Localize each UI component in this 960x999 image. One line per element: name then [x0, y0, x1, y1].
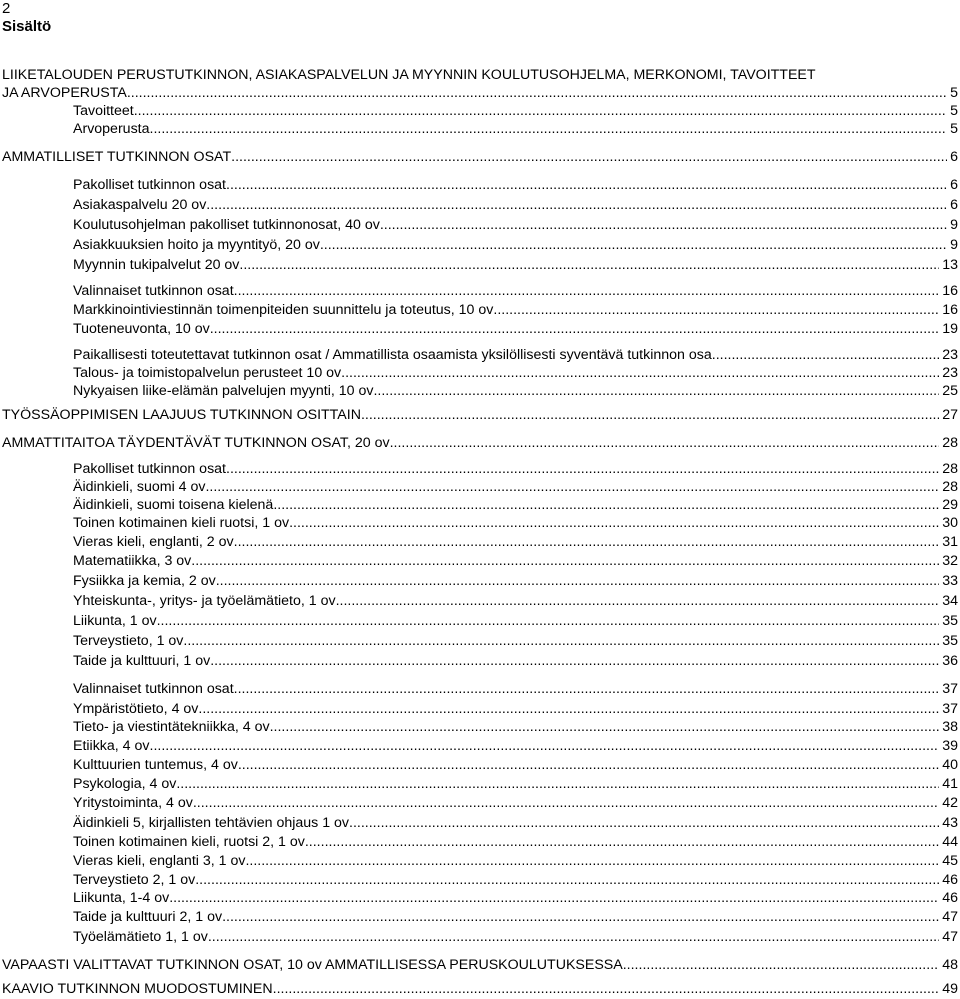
dot-leader — [206, 196, 947, 214]
toc-entry-text: LIIKETALOUDEN PERUSTUTKINNON, ASIAKASPALVELUN JA MYYNNIN KOULUTUSOHJELMA, MERKONOMI, TAVOITTEET — [2, 67, 816, 83]
toc-entry[interactable] — [0, 533, 960, 551]
toc-entry-text: Äidinkieli 5, kirjallisten tehtävien ohjaus 1 ov — [73, 815, 350, 831]
toc-entry-text: Koulutusohjelman pakolliset tutkinnonosat, 40 ov — [73, 217, 380, 233]
toc-page-number: 5 — [950, 103, 958, 119]
toc-entry-text: AMMATILLISET TUTKINNON OSAT — [2, 149, 232, 165]
toc-entry-text: Kulttuurien tuntemus, 4 ov — [73, 757, 238, 773]
dot-leader — [320, 236, 947, 254]
toc-page-number: 19 — [942, 321, 958, 337]
dot-leader — [234, 533, 940, 551]
toc-entry-text: Äidinkieli, suomi 4 ov — [73, 479, 206, 495]
toc-entry[interactable] — [0, 908, 960, 926]
toc-entry-text: Taide ja kulttuuri, 1 ov — [73, 653, 211, 669]
toc-entry-text: Liikunta, 1-4 ov — [73, 890, 170, 906]
dot-leader — [336, 592, 940, 610]
toc-page-number: 13 — [942, 257, 958, 273]
dot-leader — [390, 434, 940, 452]
dot-leader — [231, 148, 947, 166]
toc-page-number: 5 — [950, 85, 958, 101]
toc-page-number: 30 — [942, 515, 958, 531]
toc-entry[interactable] — [0, 871, 960, 889]
dot-leader — [270, 718, 940, 736]
dot-leader — [234, 680, 940, 698]
toc-entry-text: Tavoitteet — [73, 103, 134, 119]
toc-page-number: 33 — [942, 573, 958, 589]
toc-entry-text: Työelämätieto 1, 1 ov — [73, 929, 208, 945]
toc-page-number: 16 — [942, 302, 958, 318]
toc-entry-text: Myynnin tukipalvelut 20 ov — [73, 257, 240, 273]
toc-page-number: 47 — [942, 929, 958, 945]
toc-page-number: 36 — [942, 653, 958, 669]
dot-leader — [157, 612, 940, 630]
toc-entry[interactable] — [0, 282, 960, 300]
toc-entry-text: Vieras kieli, englanti 3, 1 ov — [73, 853, 246, 869]
dot-leader — [712, 346, 939, 364]
toc-entry[interactable] — [0, 552, 960, 570]
toc-entry[interactable] — [0, 364, 960, 382]
toc-page-number: 32 — [942, 553, 958, 569]
toc-page-number: 23 — [942, 365, 958, 381]
toc-entry[interactable] — [0, 956, 960, 974]
toc-page-number: 38 — [942, 719, 958, 735]
toc-entry-text: Pakolliset tutkinnon osat — [73, 177, 227, 193]
toc-entry[interactable] — [0, 496, 960, 514]
toc-entry[interactable] — [0, 775, 960, 793]
toc-page-number: 43 — [942, 815, 958, 831]
toc-entry[interactable] — [0, 382, 960, 400]
dot-leader — [273, 496, 939, 514]
toc-page-number: 27 — [942, 407, 958, 423]
dot-leader — [273, 980, 940, 998]
dot-leader — [210, 320, 939, 338]
toc-page-number: 5 — [950, 121, 958, 137]
toc-page-number: 46 — [942, 872, 958, 888]
toc-entry[interactable] — [0, 632, 960, 650]
toc-page-number: 9 — [950, 237, 958, 253]
dot-leader — [239, 256, 939, 274]
toc-page-number: 35 — [942, 613, 958, 629]
toc-entry-text: Toinen kotimainen kieli, ruotsi 2, 1 ov — [73, 834, 305, 850]
toc-entry[interactable] — [0, 320, 960, 338]
dot-leader — [195, 871, 939, 889]
toc-entry[interactable] — [0, 980, 960, 998]
toc-entry[interactable] — [0, 928, 960, 946]
toc-entry-text: TYÖSSÄOPPIMISEN LAAJUUS TUTKINNON OSITTAIN — [2, 407, 361, 423]
toc-page-number: 41 — [942, 776, 958, 792]
toc-entry[interactable] — [0, 346, 960, 364]
toc-entry-text: AMMATTITAITOA TÄYDENTÄVÄT TUTKINNON OSAT, 20 ov — [2, 435, 390, 451]
dot-leader — [127, 84, 947, 102]
toc-page-number: 34 — [942, 593, 958, 609]
toc-page-number: 35 — [942, 633, 958, 649]
dot-leader — [210, 652, 939, 670]
toc-entry-line — [0, 66, 960, 84]
toc-entry[interactable] — [0, 514, 960, 532]
toc-entry[interactable] — [0, 301, 960, 319]
toc-page-number: 29 — [942, 497, 958, 513]
toc-entry[interactable] — [0, 148, 960, 166]
dot-leader — [134, 102, 947, 120]
toc-entry[interactable] — [0, 216, 960, 234]
toc-page-number: 16 — [942, 283, 958, 299]
dot-leader — [493, 301, 939, 319]
toc-entry-text: Asiakaspalvelu 20 ov — [73, 197, 207, 213]
toc-page-number: 6 — [950, 177, 958, 193]
toc-entry-text: Markkinointiviestinnän toimenpiteiden suunnittelu ja toteutus, 10 ov — [73, 302, 494, 318]
toc-entry-text: Asiakkuuksien hoito ja myyntityö, 20 ov — [73, 237, 320, 253]
toc-entry[interactable] — [0, 794, 960, 812]
dot-leader — [373, 382, 939, 400]
toc-entry-text: Yritystoiminta, 4 ov — [73, 795, 193, 811]
toc-entry-text: Äidinkieli, suomi toisena kielenä — [73, 497, 274, 513]
toc-entry-text: VAPAASTI VALITTAVAT TUTKINNON OSAT, 10 ov AMMATILLISESSA PERUSKOULUTUKSESSA — [2, 957, 623, 973]
toc-entry-text: Tuoteneuvonta, 10 ov — [73, 321, 210, 337]
toc-entry[interactable] — [0, 460, 960, 478]
dot-leader — [245, 852, 939, 870]
toc-heading: Sisältö — [2, 18, 52, 35]
dot-leader — [349, 814, 939, 832]
toc-entry[interactable] — [0, 592, 960, 610]
toc-entry[interactable] — [0, 718, 960, 736]
toc-entry[interactable] — [0, 889, 960, 907]
toc-page-number: 28 — [942, 435, 958, 451]
toc-entry-text: Vieras kieli, englanti, 2 ov — [73, 534, 234, 550]
dot-leader — [208, 928, 939, 946]
toc-entry-text: Fysiikka ja kemia, 2 ov — [73, 573, 216, 589]
toc-entry-text: Etiikka, 4 ov — [73, 738, 150, 754]
toc-page-number: 37 — [942, 681, 958, 697]
dot-leader — [198, 700, 939, 718]
toc-page-number: 48 — [942, 957, 958, 973]
toc-entry[interactable] — [0, 612, 960, 630]
dot-leader — [150, 737, 940, 755]
dot-leader — [169, 889, 939, 907]
dot-leader — [226, 176, 947, 194]
toc-entry[interactable] — [0, 406, 960, 424]
dot-leader — [226, 460, 939, 478]
toc-page-number: 45 — [942, 853, 958, 869]
dot-leader — [176, 775, 939, 793]
toc-page-number: 49 — [942, 981, 958, 997]
toc-page-number: 23 — [942, 347, 958, 363]
toc-entry-text: Arvoperusta — [73, 121, 150, 137]
toc-entry-text: Nykyaisen liike-elämän palvelujen myynti, 10 ov — [73, 383, 374, 399]
toc-entry[interactable] — [0, 737, 960, 755]
toc-entry[interactable] — [0, 236, 960, 254]
toc-entry-text: Tieto- ja viestintätekniikka, 4 ov — [73, 719, 270, 735]
toc-entry-text: Yhteiskunta-, yritys- ja työelämätieto, 1 ov — [73, 593, 336, 609]
toc-page-number: 40 — [942, 757, 958, 773]
dot-leader — [193, 794, 939, 812]
toc-page-number: 6 — [950, 149, 958, 165]
dot-leader — [234, 282, 940, 300]
toc-entry[interactable] — [0, 680, 960, 698]
toc-entry[interactable] — [0, 176, 960, 194]
toc-entry[interactable] — [0, 196, 960, 214]
toc-entry-text: KAAVIO TUTKINNON MUODOSTUMINEN — [2, 981, 273, 997]
toc-page-number: 25 — [942, 383, 958, 399]
toc-entry-text: Pakolliset tutkinnon osat — [73, 461, 227, 477]
toc-entry[interactable] — [0, 84, 960, 102]
toc-page-number: 47 — [942, 909, 958, 925]
toc-entry-text: Psykologia, 4 ov — [73, 776, 177, 792]
toc-entry[interactable] — [0, 814, 960, 832]
toc-entry[interactable] — [0, 833, 960, 851]
toc-page-number: 37 — [942, 701, 958, 717]
dot-leader — [305, 833, 939, 851]
toc-entry-text: JA ARVOPERUSTA — [2, 85, 127, 101]
toc-entry-text: Toinen kotimainen kieli ruotsi, 1 ov — [73, 515, 290, 531]
toc-entry[interactable] — [0, 852, 960, 870]
toc-entry[interactable] — [0, 572, 960, 590]
toc-entry-text: Valinnaiset tutkinnon osat — [73, 283, 234, 299]
toc-entry-text: Paikallisesti toteutettavat tutkinnon osat / Ammatillista osaamista yksilöllisesti syventävä tutkinnon osa — [73, 347, 712, 363]
toc-page-number: 46 — [942, 890, 958, 906]
toc-page-number: 31 — [942, 534, 958, 550]
toc-page-number: 39 — [942, 738, 958, 754]
toc-entry-text: Ympäristötieto, 4 ov — [73, 701, 199, 717]
toc-entry-text: Taide ja kulttuuri 2, 1 ov — [73, 909, 223, 925]
dot-leader — [216, 572, 940, 590]
toc-entry[interactable] — [0, 120, 960, 138]
dot-leader — [623, 956, 939, 974]
toc-entry[interactable] — [0, 102, 960, 120]
toc-page-number: 6 — [950, 197, 958, 213]
toc-entry-text: Terveystieto, 1 ov — [73, 633, 184, 649]
dot-leader — [361, 406, 939, 424]
dot-leader — [191, 552, 939, 570]
dot-leader — [289, 514, 939, 532]
dot-leader — [341, 364, 939, 382]
toc-entry[interactable] — [0, 756, 960, 774]
toc-entry-text: Talous- ja toimistopalvelun perusteet 10 ov — [73, 365, 342, 381]
toc-page-number: 9 — [950, 217, 958, 233]
toc-entry-text: Matematiikka, 3 ov — [73, 553, 192, 569]
toc-page-number: 28 — [942, 461, 958, 477]
toc-page-number: 28 — [942, 479, 958, 495]
toc-entry[interactable] — [0, 478, 960, 496]
dot-leader — [380, 216, 947, 234]
page-number: 2 — [2, 0, 11, 17]
toc-entry-text: Terveystieto 2, 1 ov — [73, 872, 196, 888]
toc-page-number: 44 — [942, 834, 958, 850]
toc-entry[interactable] — [0, 652, 960, 670]
toc-entry[interactable] — [0, 700, 960, 718]
dot-leader — [150, 120, 948, 138]
dot-leader — [205, 478, 939, 496]
dot-leader — [183, 632, 939, 650]
toc-entry[interactable] — [0, 256, 960, 274]
toc-entry-text: Liikunta, 1 ov — [73, 613, 157, 629]
dot-leader — [222, 908, 939, 926]
toc-page-number: 42 — [942, 795, 958, 811]
dot-leader — [238, 756, 939, 774]
toc-entry-text: Valinnaiset tutkinnon osat — [73, 681, 234, 697]
toc-entry[interactable] — [0, 434, 960, 452]
